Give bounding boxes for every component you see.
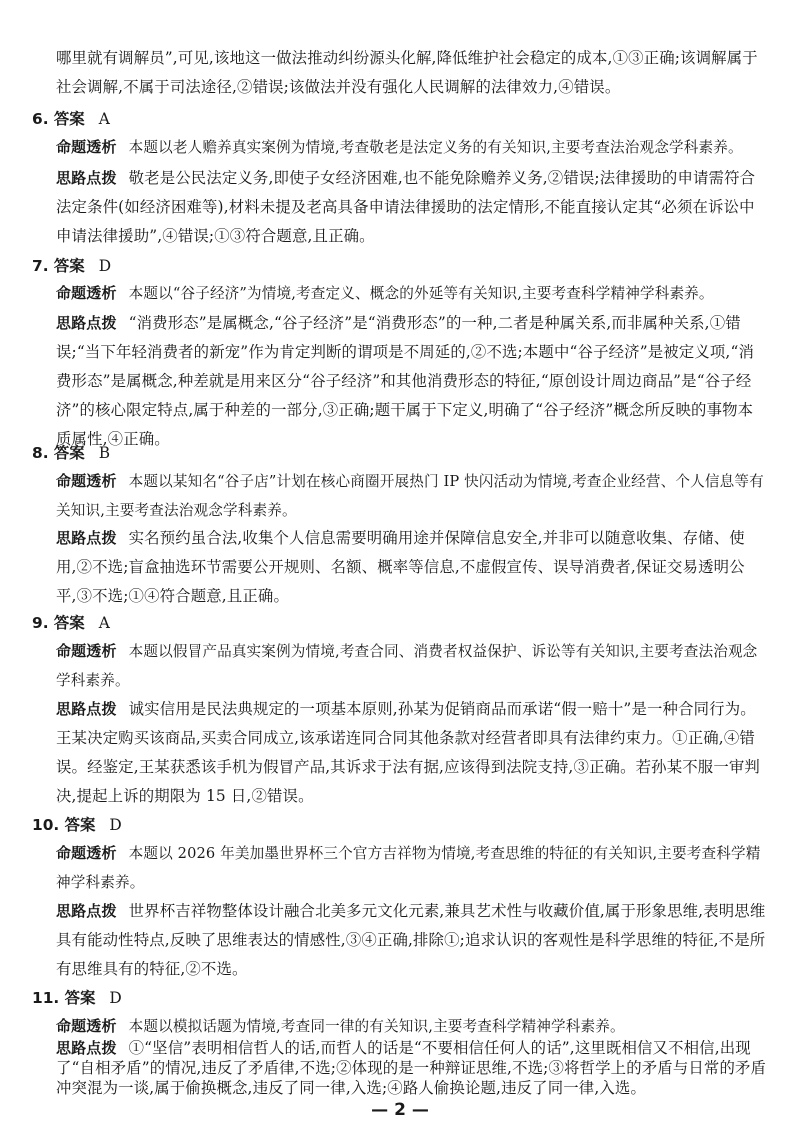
answer-letter: D [98, 257, 112, 275]
answer-letter: D [109, 816, 122, 834]
hint-label: 思路点拨 [56, 529, 117, 547]
intro-paragraph: 哪里就有调解员”,可见,该地这一做法推动纠纷源头化解,降低维护社会稳定的成本,①③正确;该调解属于社会调解,不属于司法途径,②错误;该做法并没有强化人民调解的法律效力,④错误。 [56, 49, 758, 96]
hint-label: 思路点拨 [56, 700, 117, 718]
question-9-header [32, 610, 110, 636]
question-7-hint [56, 309, 768, 454]
hint-label: 思路点拨 [56, 169, 117, 187]
hint-text: 世界杯吉祥物整体设计融合北美多元文化元素,兼具艺术性与收藏价值,属于形象思维,表明思维具有能动性特点,反映了思维表达的情感性,③④正确,排除①;追求认识的客观性是科学思维的特征,不是所有思维具有的特征,②不选。 [56, 902, 766, 978]
question-11-hint [56, 1038, 768, 1098]
answer-letter: A [98, 614, 110, 632]
question-9-hint [56, 695, 768, 811]
hint-text: 诚实信用是民法典规定的一项基本原则,孙某为促销商品而承诺“假一赔十”是一种合同行为。王某决定购买该商品,买卖合同成立,该承诺连同合同其他条款对经营者即具有法律约束力。①正确,④错误。经鉴定,王某获悉该手机为假冒产品,其诉求于法有据,应该得到法院支持,③正确。若孙某不服一审判决,提起上诉的期限为 15 日,②错误。 [56, 700, 760, 805]
question-number: 8. 答案 [32, 444, 85, 462]
question-7-analysis [56, 279, 768, 308]
question-10-header [32, 812, 122, 838]
question-6-analysis [56, 133, 768, 162]
question-11-analysis [56, 1012, 768, 1041]
question-number: 7. 答案 [32, 257, 85, 275]
question-10-analysis [56, 839, 768, 897]
question-8-header [32, 440, 110, 466]
hint-label: 思路点拨 [56, 314, 117, 332]
analysis-text: 本题以 2026 年美加墨世界杯三个官方吉祥物为情境,考查思维的特征的有关知识,主要考查科学精神学科素养。 [56, 845, 761, 891]
question-10-hint [56, 897, 768, 984]
answer-letter: D [109, 989, 122, 1007]
analysis-label: 命题透析 [56, 284, 117, 302]
analysis-text: 本题以老人赡养真实案例为情境,考查敬老是法定义务的有关知识,主要考查法治观念学科素养。 [128, 139, 743, 156]
analysis-text: 本题以模拟话题为情境,考查同一律的有关知识,主要考查科学精神学科素养。 [128, 1018, 625, 1035]
question-9-analysis [56, 637, 768, 695]
hint-label: 思路点拨 [56, 902, 117, 920]
hint-text: 敬老是公民法定义务,即使子女经济困难,也不能免除赡养义务,②错误;法律援助的申请需符合法定条件(如经济困难等),材料未提及老高具备申请法律援助的法定情形,不能直接认定其“必须在诉讼中申请法律援助”,④错误;①③符合题意,且正确。 [56, 169, 756, 245]
question-number: 10. 答案 [32, 816, 96, 834]
analysis-label: 命题透析 [56, 1017, 117, 1035]
hint-text: ①“坚信”表明相信哲人的话,而哲人的话是“不要相信任何人的话”,这里既相信又不相信,出现了“自相矛盾”的情况,违反了矛盾律,不选;②体现的是一种辩证思维,不选;③将哲学上的矛盾与日常的矛盾冲突混为一谈,属于偷换概念,违反了同一律,入选;④路人偷换论题,违反了同一律,入选。 [56, 1039, 767, 1097]
answer-letter: B [98, 444, 111, 462]
hint-text: 实名预约虽合法,收集个人信息需要明确用途并保障信息安全,并非可以随意收集、存储、使用,②不选;盲盒抽选环节需要公开规则、名额、概率等信息,不虚假宣传、误导消费者,保证交易透明公平,③不选;①④符合题意,且正确。 [56, 529, 745, 605]
analysis-text: 本题以假冒产品真实案例为情境,考查合同、消费者权益保护、诉讼等有关知识,主要考查法治观念学科素养。 [56, 643, 758, 689]
analysis-text: 本题以某知名“谷子店”计划在核心商圈开展热门 IP 快闪活动为情境,考查企业经营、个人信息等有关知识,主要考查法治观念学科素养。 [56, 473, 764, 519]
question-number: 9. 答案 [32, 614, 85, 632]
hint-text: “消费形态”是属概念,“谷子经济”是“消费形态”的一种,二者是种属关系,而非属种关系,①错误;“当下年轻消费者的新宠”作为肯定判断的谓项是不周延的,②不选;本题中“谷子经济”是被定义项,“消费形态”是属概念,种差就是用来区分“谷子经济”和其他消费形态的特征,“原创设计周边商品”是“谷子经济”的核心限定特点,属于种差的一部分,③正确;题干属于下定义,明确了“谷子经济”概念所反映的事物本质属性,④正确。 [56, 314, 755, 448]
question-11-header [32, 985, 122, 1011]
analysis-label: 命题透析 [56, 844, 117, 862]
question-7-header [32, 253, 111, 279]
question-number: 6. 答案 [32, 110, 85, 128]
question-8-hint [56, 524, 768, 611]
page-number: — 2 — [371, 1100, 429, 1120]
analysis-label: 命题透析 [56, 138, 117, 156]
question-6-header [32, 106, 110, 132]
question-8-analysis [56, 467, 768, 525]
question-6-hint [56, 164, 768, 251]
analysis-label: 命题透析 [56, 642, 117, 660]
hint-label: 思路点拨 [56, 1039, 117, 1057]
answer-letter: A [98, 110, 110, 128]
analysis-text: 本题以“谷子经济”为情境,考查定义、概念的外延等有关知识,主要考查科学精神学科素养。 [128, 285, 714, 302]
analysis-label: 命题透析 [56, 472, 117, 490]
question-number: 11. 答案 [32, 989, 96, 1007]
